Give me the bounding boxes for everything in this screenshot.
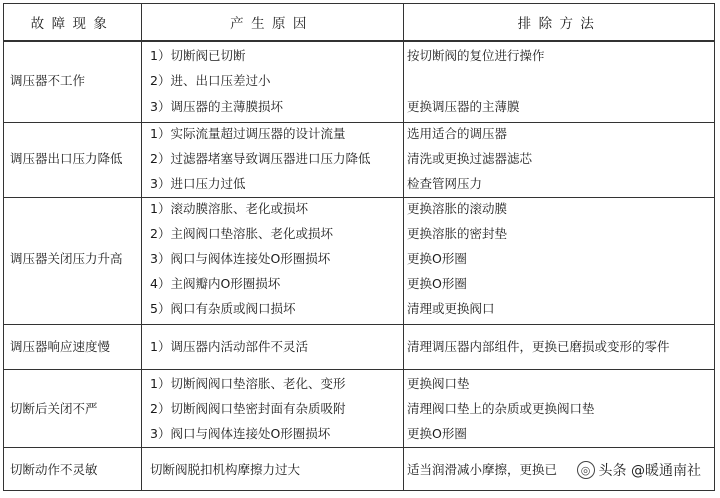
symptom-cell: 调压器关闭压力升高 (10, 251, 123, 266)
remedy-line: 更换溶胀的滚动膜 (407, 201, 508, 216)
cause-line: 1）切断阀已切断 (150, 48, 246, 63)
remedy-line: 适当润滑减小摩擦，更换已 (407, 462, 558, 477)
header-symptom: 故障现象 (30, 16, 115, 32)
row-divider (4, 369, 714, 370)
row-divider (4, 324, 714, 325)
header-divider (4, 40, 714, 42)
cause-line: 2）切断阀阀口垫密封面有杂质吸附 (150, 401, 346, 416)
toutiao-logo-icon: ◎ (577, 461, 595, 479)
cause-line: 1）调压器内活动部件不灵活 (150, 339, 308, 354)
row-divider (4, 122, 714, 123)
symptom-cell: 调压器响应速度慢 (10, 339, 111, 354)
remedy-line: 更换O形圈 (407, 251, 467, 266)
cause-line: 3）阀口与阀体连接处O形圈损坏 (150, 251, 331, 266)
symptom-cell: 调压器不工作 (10, 73, 86, 88)
column-divider (403, 4, 404, 490)
remedy-line: 更换阀口垫 (407, 376, 470, 391)
cause-line: 3）阀口与阀体连接处O形圈损坏 (150, 426, 331, 441)
fault-table (3, 3, 715, 491)
cause-line: 1）切断阀阀口垫溶胀、老化、变形 (150, 376, 346, 391)
remedy-line: 按切断阀的复位进行操作 (407, 48, 545, 63)
cause-line: 1）滚动膜溶胀、老化或损坏 (150, 201, 308, 216)
watermark (574, 459, 704, 481)
remedy-line: 更换O形圈 (407, 426, 467, 441)
cause-line: 2）主阀阀口垫溶胀、老化或损坏 (150, 226, 333, 241)
row-divider (4, 447, 714, 448)
cause-line: 5）阀口有杂质或阀口损坏 (150, 301, 296, 316)
cause-line: 1）实际流量超过调压器的设计流量 (150, 126, 346, 141)
column-divider (141, 4, 142, 490)
remedy-line: 更换溶胀的密封垫 (407, 226, 508, 241)
cause-line: 3）进口压力过低 (150, 176, 246, 191)
remedy-line: 更换调压器的主薄膜 (407, 99, 520, 114)
cause-line: 切断阀脱扣机构摩擦力过大 (150, 462, 301, 477)
row-divider (4, 197, 714, 198)
cause-line: 2）过滤器堵塞导致调压器进口压力降低 (150, 151, 371, 166)
cause-line: 4）主阀瓣内O形圈损坏 (150, 276, 281, 291)
remedy-line: 清理或更换阀口 (407, 301, 495, 316)
remedy-line: 清理调压器内部组件，更换已磨损或变形的零件 (407, 339, 670, 354)
remedy-line: 更换O形圈 (407, 276, 467, 291)
header-remedy: 排除方法 (517, 16, 602, 32)
symptom-cell: 切断后关闭不严 (10, 401, 98, 416)
remedy-line: 检查管网压力 (407, 176, 483, 191)
watermark-text: 头条 @暖通南社 (598, 463, 701, 479)
remedy-line: 清理阀口垫上的杂质或更换阀口垫 (407, 401, 595, 416)
remedy-line: 选用适合的调压器 (407, 126, 508, 141)
remedy-line: 清洗或更换过滤器滤芯 (407, 151, 533, 166)
symptom-cell: 切断动作不灵敏 (10, 462, 98, 477)
symptom-cell: 调压器出口压力降低 (10, 151, 123, 166)
header-cause: 产生原因 (230, 16, 314, 32)
cause-line: 2）进、出口压差过小 (150, 73, 271, 88)
cause-line: 3）调压器的主薄膜损坏 (150, 99, 283, 114)
